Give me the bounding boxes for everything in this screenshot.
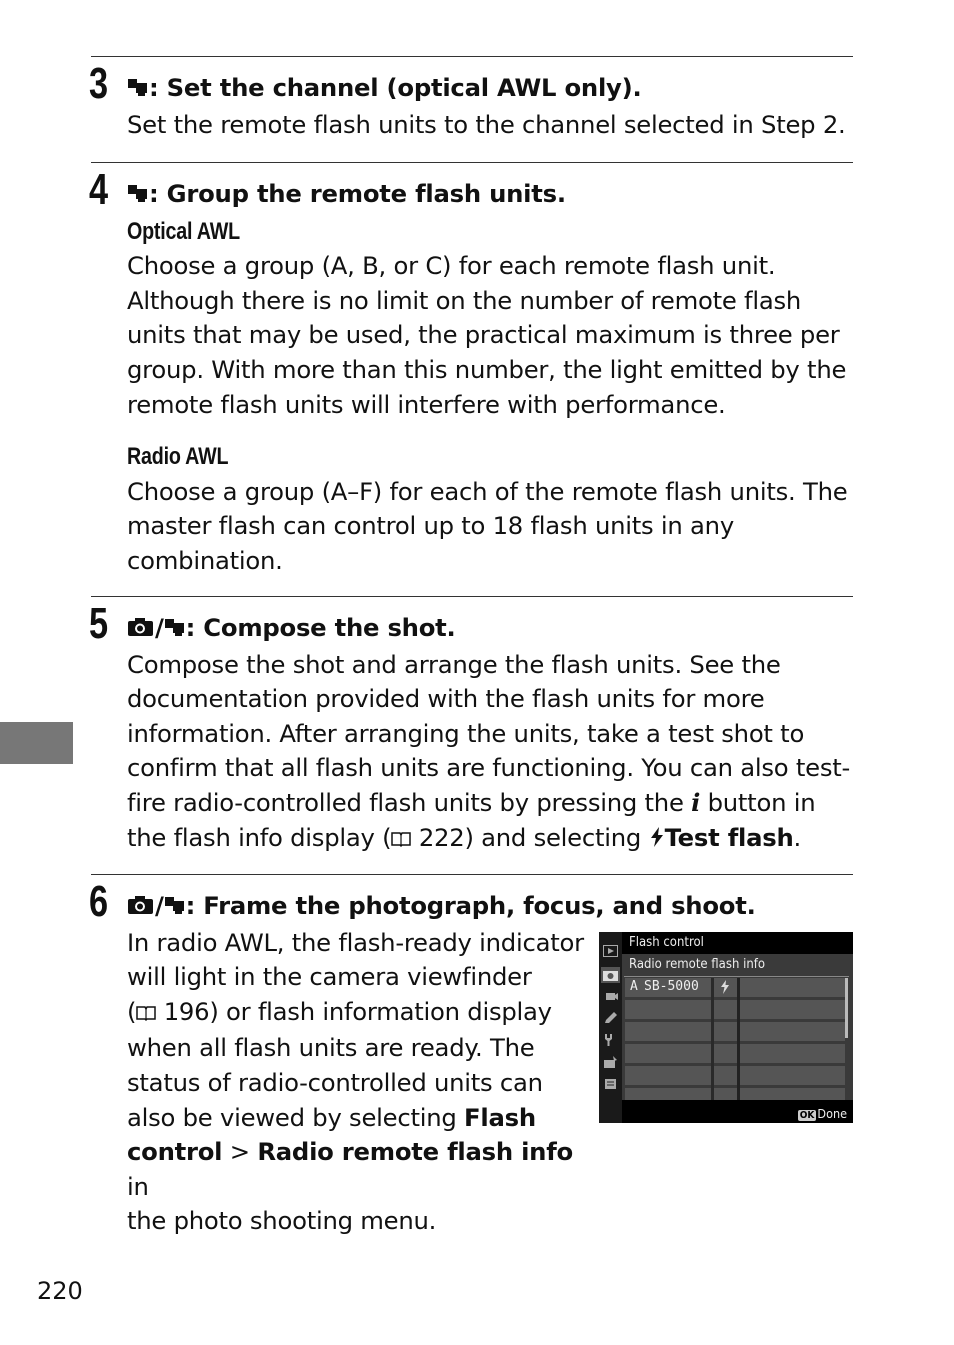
custom-settings-pencil-icon	[603, 1012, 618, 1024]
done-hint	[798, 1106, 847, 1121]
radio-awl-label: Radio AWL	[127, 443, 229, 471]
step-3-heading	[127, 71, 857, 108]
step-4-heading	[127, 177, 857, 214]
step-5-line-4: confirm that all flash units are functioning. You can also test-	[127, 753, 851, 783]
flash-bolt-icon	[649, 823, 665, 858]
step-6-heading-text: : Frame the photograph, focus, and shoot.	[185, 891, 756, 920]
ok-button-glyph: OK	[799, 1110, 815, 1121]
step-5-heading	[127, 611, 857, 648]
row-unit-name: SB-5000	[644, 979, 699, 994]
step-6-page-ref: 196) or flash information display	[156, 996, 552, 1026]
remote-flash-icon	[164, 891, 186, 926]
step-6-line-8: the photo shooting menu.	[127, 1206, 437, 1236]
flash-unit-row	[625, 1000, 845, 1019]
step-4-number: 4	[89, 165, 109, 214]
radio-remote-flash-info-label: Radio remote flash info	[257, 1137, 573, 1167]
photo-shooting-menu-icon	[601, 967, 620, 983]
step-6-line-1: In radio AWL, the flash-ready indicator	[127, 927, 584, 957]
info-button-glyph: i	[691, 787, 701, 817]
step-5-number: 5	[89, 599, 109, 648]
step-5-line-5	[127, 786, 857, 821]
flash-unit-row	[625, 1022, 845, 1041]
radio-line-2: master flash can control up to 18 flash units in any	[127, 511, 734, 541]
book-reference-icon	[391, 823, 411, 858]
chapter-tab	[0, 722, 73, 764]
flash-unit-row	[625, 1066, 845, 1085]
step-5-line-2: documentation provided with the flash units for more	[127, 684, 765, 714]
optical-line-3: units that may be used, the practical maximum is three per	[127, 320, 840, 350]
menu-path-sep: >	[222, 1137, 258, 1167]
test-flash-label: Test flash	[664, 822, 794, 852]
step-5-line-6-end: .	[793, 822, 801, 852]
step-5-line-1: Compose the shot and arrange the flash units. See the	[127, 649, 781, 679]
camera-menu-screenshot	[599, 932, 853, 1123]
step-6-number: 6	[89, 877, 109, 926]
flash-ready-icon	[720, 980, 730, 994]
radio-line-1: Choose a group (A–F) for each of the remote flash units. The	[127, 476, 848, 506]
step-5-line-6	[127, 821, 857, 858]
page-number: 220	[37, 1277, 83, 1305]
flash-unit-row	[625, 1088, 845, 1100]
step-5-line-5-text: fire radio-controlled flash units by pressing the	[127, 787, 692, 817]
step-6-line-7	[127, 1135, 587, 1204]
flash-menu-label: Flash	[464, 1102, 536, 1132]
optical-line-2: Although there is no limit on the number of remote flash	[127, 285, 802, 315]
step-5-line-6-text: the flash info display (	[127, 822, 392, 852]
step-4-rule	[91, 162, 853, 163]
playback-menu-icon	[603, 945, 618, 957]
optical-awl-label: Optical AWL	[127, 217, 240, 245]
remote-flash-icon	[164, 613, 186, 648]
optical-line-5: remote flash units will interfere with performance.	[127, 389, 726, 419]
menu-sidebar	[599, 932, 622, 1123]
screen-title: Flash control	[629, 935, 704, 950]
radio-line-3: combination.	[127, 545, 283, 575]
step-6-line-6	[127, 1101, 587, 1136]
step-5-block	[127, 611, 857, 857]
done-label: Done	[817, 1106, 847, 1121]
step-3-number: 3	[89, 59, 109, 108]
subtitle-divider	[624, 976, 849, 977]
step-6-line-2: will light in the camera viewfinder	[127, 962, 532, 992]
setup-menu-wrench-icon	[603, 1034, 618, 1046]
step-6-line-6-text: also be viewed by selecting	[127, 1102, 465, 1132]
column-divider	[737, 978, 740, 1100]
book-reference-icon	[136, 997, 156, 1032]
retouch-menu-icon	[603, 1056, 618, 1068]
step-5-rule	[91, 596, 853, 597]
step-3-block	[127, 71, 857, 142]
remote-flash-icon	[127, 179, 149, 214]
column-divider	[711, 978, 714, 1100]
optical-line-1: Choose a group (A, B, or C) for each remote flash unit.	[127, 251, 776, 281]
step-5-line-5-end: button in	[700, 787, 816, 817]
remote-flash-icon	[127, 73, 149, 108]
scroll-bar	[845, 978, 848, 1038]
step-6-line-7-end: in	[127, 1171, 149, 1201]
step-4-heading-text: : Group the remote flash units.	[149, 179, 566, 208]
step-3-rule	[91, 56, 853, 57]
step-6-line-5: status of radio-controlled units can	[127, 1067, 543, 1097]
flash-unit-row	[625, 1044, 845, 1063]
movie-shooting-menu-icon	[603, 990, 618, 1002]
step-6-line-3	[127, 995, 587, 1032]
step-5-heading-sep: /	[155, 613, 164, 642]
control-menu-label: control	[127, 1137, 223, 1167]
row-group-letter: A	[630, 979, 638, 994]
step-4-block	[127, 177, 857, 579]
step-3-heading-text: : Set the channel (optical AWL only).	[149, 73, 642, 102]
camera-icon	[127, 613, 155, 648]
step-6-paren: (	[127, 996, 137, 1026]
screen-subtitle: Radio remote flash info	[629, 957, 765, 972]
step-6-heading	[127, 889, 857, 926]
step-6-line-4: when all flash units are ready. The	[127, 1033, 535, 1063]
camera-icon	[127, 891, 155, 926]
optical-line-4: group. With more than this number, the light emitted by the	[127, 354, 847, 384]
step-6-heading-sep: /	[155, 891, 164, 920]
step-5-line-3: information. After arranging the units, take a test shot to	[127, 718, 805, 748]
step-3-text: Set the remote flash units to the channel selected in Step 2.	[127, 109, 846, 139]
step-6-rule	[91, 874, 853, 875]
step-5-page-ref: 222) and selecting	[411, 822, 649, 852]
my-menu-icon	[603, 1078, 618, 1090]
step-5-heading-text: : Compose the shot.	[185, 613, 456, 642]
